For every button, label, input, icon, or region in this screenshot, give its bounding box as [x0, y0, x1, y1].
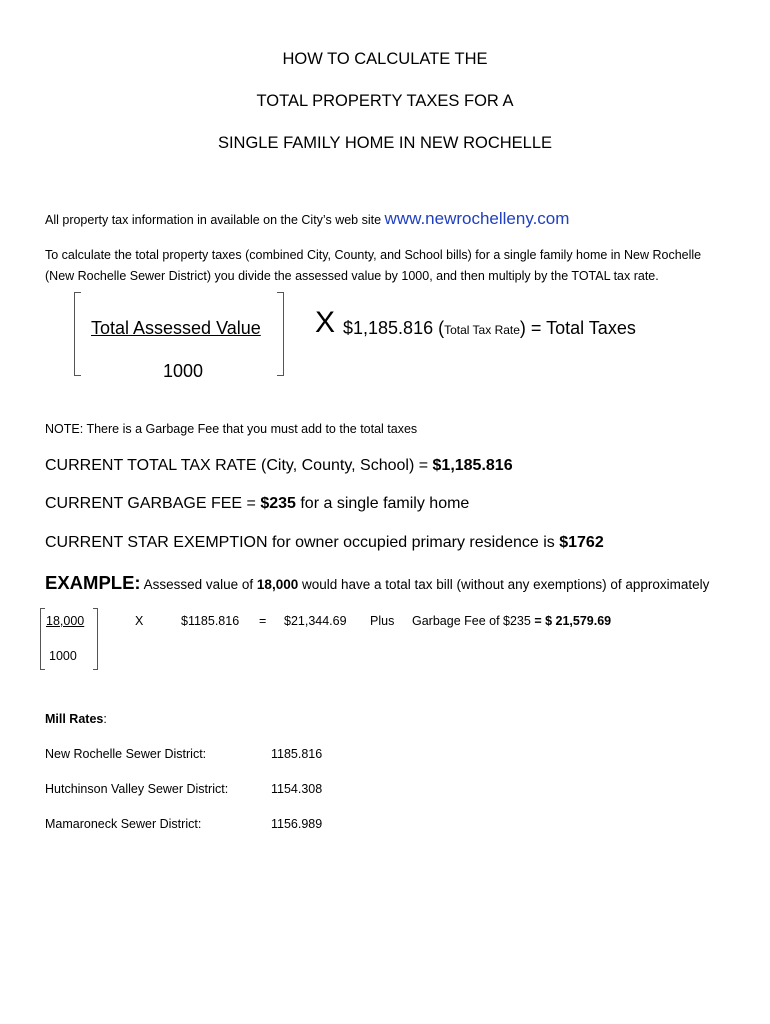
mill-rates-heading-line [45, 712, 107, 726]
title-line-2: TOTAL PROPERTY TAXES FOR A [256, 92, 514, 110]
title-line-3: SINGLE FAMILY HOME IN NEW ROCHELLE [217, 134, 553, 152]
website-link[interactable]: www.newrochelleny.com [384, 209, 570, 228]
intro-text: All property tax information in available on the City’s web site [45, 213, 382, 227]
current-tax-rate-label: CURRENT TOTAL TAX RATE (City, County, School) = [45, 457, 433, 474]
formula-denominator: 1000 [163, 361, 204, 381]
current-star-exemption-value: $1762 [559, 534, 604, 551]
mill-rate-value: 1154.308 [271, 782, 323, 796]
mill-rate-district: Mamaroneck Sewer District: [45, 817, 202, 831]
mill-rate-district: Hutchinson Valley Sewer District: [45, 782, 229, 796]
mill-rates-heading: Mill Rates [45, 712, 104, 726]
example-numerator: 18,000 [46, 614, 85, 628]
current-star-exemption [45, 534, 604, 552]
formula-result: ) = Total Taxes [519, 318, 636, 338]
intro-paragraph [45, 209, 569, 229]
example-equals: = [259, 614, 267, 628]
mill-rate-district: New Rochelle Sewer District: [45, 747, 207, 761]
mill-rates-colon: : [103, 712, 107, 726]
mill-rate-value: 1185.816 [271, 747, 323, 761]
example-total: = $ 21,579.69 [534, 614, 612, 628]
example-rate: $1185.816 [181, 614, 240, 628]
current-garbage-fee-value: $235 [260, 495, 296, 512]
calc-desc-line-2: (New Rochelle Sewer District) you divide the assessed value by 1000, and then multiply by the TOTAL tax rate. [45, 269, 659, 283]
formula-rate-label: Total Tax Rate [444, 323, 520, 337]
example-text-a: Assessed value of [140, 577, 257, 592]
current-garbage-fee-label: CURRENT GARBAGE FEE = [45, 495, 261, 512]
current-garbage-fee-suffix: for a single family home [295, 495, 470, 512]
formula-rate: $1,185.816 ( [343, 318, 445, 338]
example-times: X [135, 614, 144, 628]
mill-rate-value: 1156.989 [271, 817, 323, 831]
example-heading: EXAMPLE: [45, 572, 141, 593]
example-right-bracket [93, 608, 98, 670]
example-left-bracket [40, 608, 45, 670]
example-garbage-label: Garbage Fee of $235 [412, 614, 531, 628]
example-garbage-fee [412, 614, 611, 628]
garbage-note: NOTE: There is a Garbage Fee that you must add to the total taxes [45, 422, 418, 436]
formula-numerator: Total Assessed Value [91, 318, 261, 338]
example-text-b: would have a total tax bill (without any exemptions) of approximately [298, 577, 710, 592]
current-tax-rate [45, 457, 513, 475]
current-garbage-fee [45, 495, 469, 513]
formula-rate-expression [343, 318, 636, 339]
formula-times: X [315, 306, 336, 339]
example-product: $21,344.69 [284, 614, 347, 628]
formula-left-bracket [74, 292, 81, 376]
current-tax-rate-value: $1,185.816 [432, 457, 513, 474]
current-star-exemption-label: CURRENT STAR EXEMPTION for owner occupied primary residence is [45, 534, 560, 551]
calc-desc-line-1: To calculate the total property taxes (combined City, County, and School bills) for a single family home in New Rochelle [45, 248, 702, 262]
example-value: 18,000 [256, 577, 299, 592]
example-plus: Plus [370, 614, 395, 628]
formula-right-bracket [277, 292, 284, 376]
example-paragraph [45, 572, 709, 594]
title-line-1: HOW TO CALCULATE THE [282, 50, 488, 68]
example-denominator: 1000 [49, 649, 77, 663]
